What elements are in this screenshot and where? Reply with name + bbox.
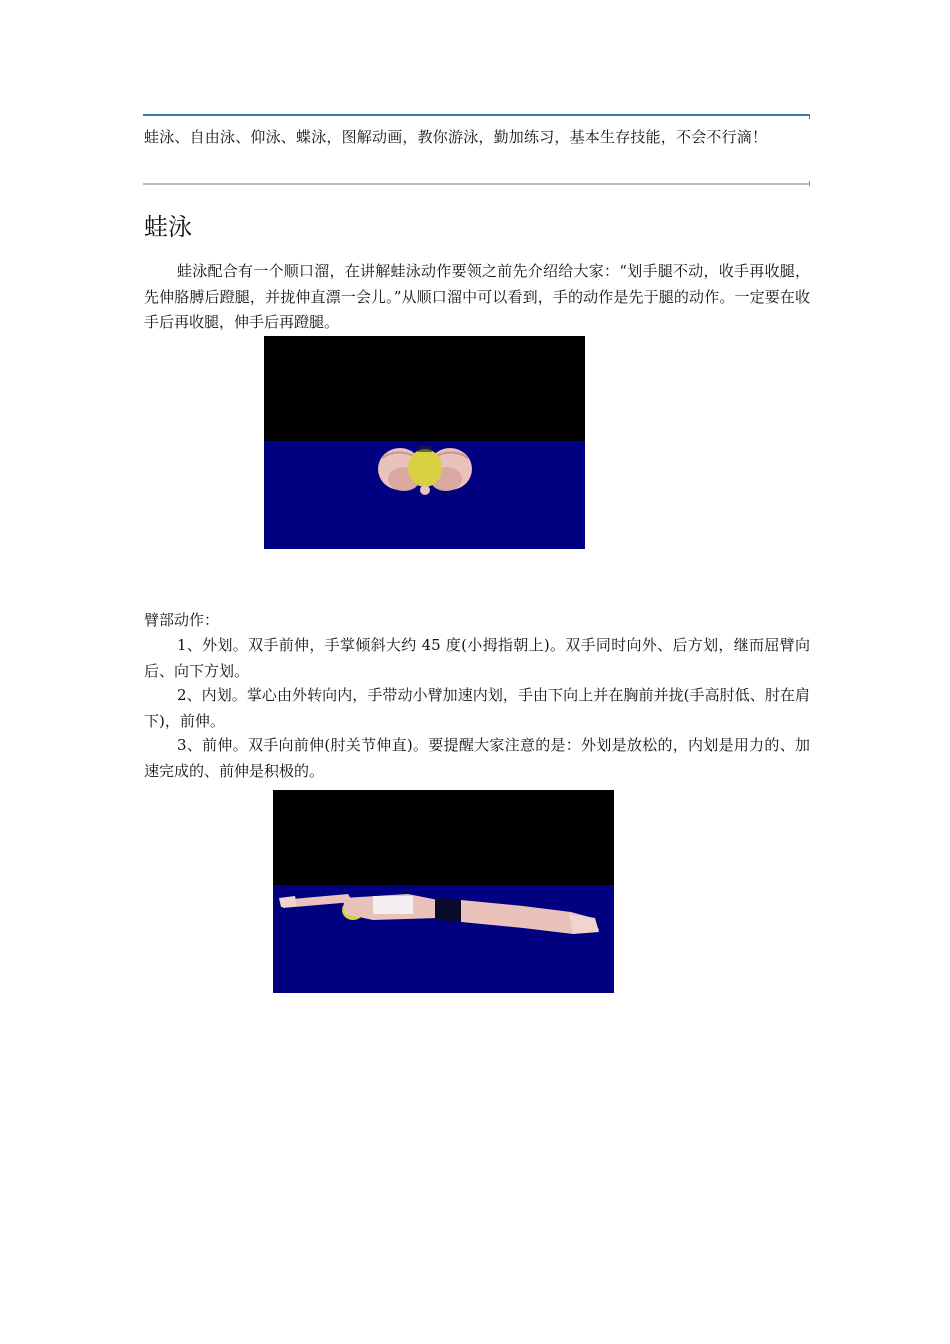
- bottom-divider: [143, 183, 810, 185]
- breaststroke-front-view-image: [264, 336, 585, 549]
- arm-step-2: 2、内划。掌心由外转向内，手带动小臂加速内划，手由下向上并在胸前并拢(手高肘低、肘在肩下)，前伸。: [144, 686, 810, 730]
- breaststroke-side-view-image: [273, 790, 614, 993]
- intro-text: 蛙泳、自由泳、仰泳、蝶泳，图解动画，教你游泳，勤加练习，基本生存技能，不会不行滴！: [144, 128, 768, 146]
- arm-step-3: 3、前伸。双手向前伸(肘关节伸直)。要提醒大家注意的是：外划是放松的，内划是用力的、加速完成的、前伸是积极的。: [144, 736, 810, 780]
- section-paragraph: 蛙泳配合有一个顺口溜，在讲解蛙泳动作要领之前先介绍给大家：“划手腿不动，收手再收腿，先伸胳膊后蹬腿，并拢伸直漂一会儿。”从顺口溜中可以看到，手的动作是先于腿的动作。一定要在收手后再收腿，伸手后再蹬腿。: [144, 262, 810, 331]
- section-title: 蛙泳: [144, 213, 192, 241]
- arm-step-1: 1、外划。双手前伸，手掌倾斜大约 45 度(小拇指朝上)。双手同时向外、后方划，继而屈臂向后、向下方划。: [144, 636, 810, 680]
- arm-section-label: 臂部动作：: [144, 611, 220, 629]
- top-divider: [143, 114, 810, 116]
